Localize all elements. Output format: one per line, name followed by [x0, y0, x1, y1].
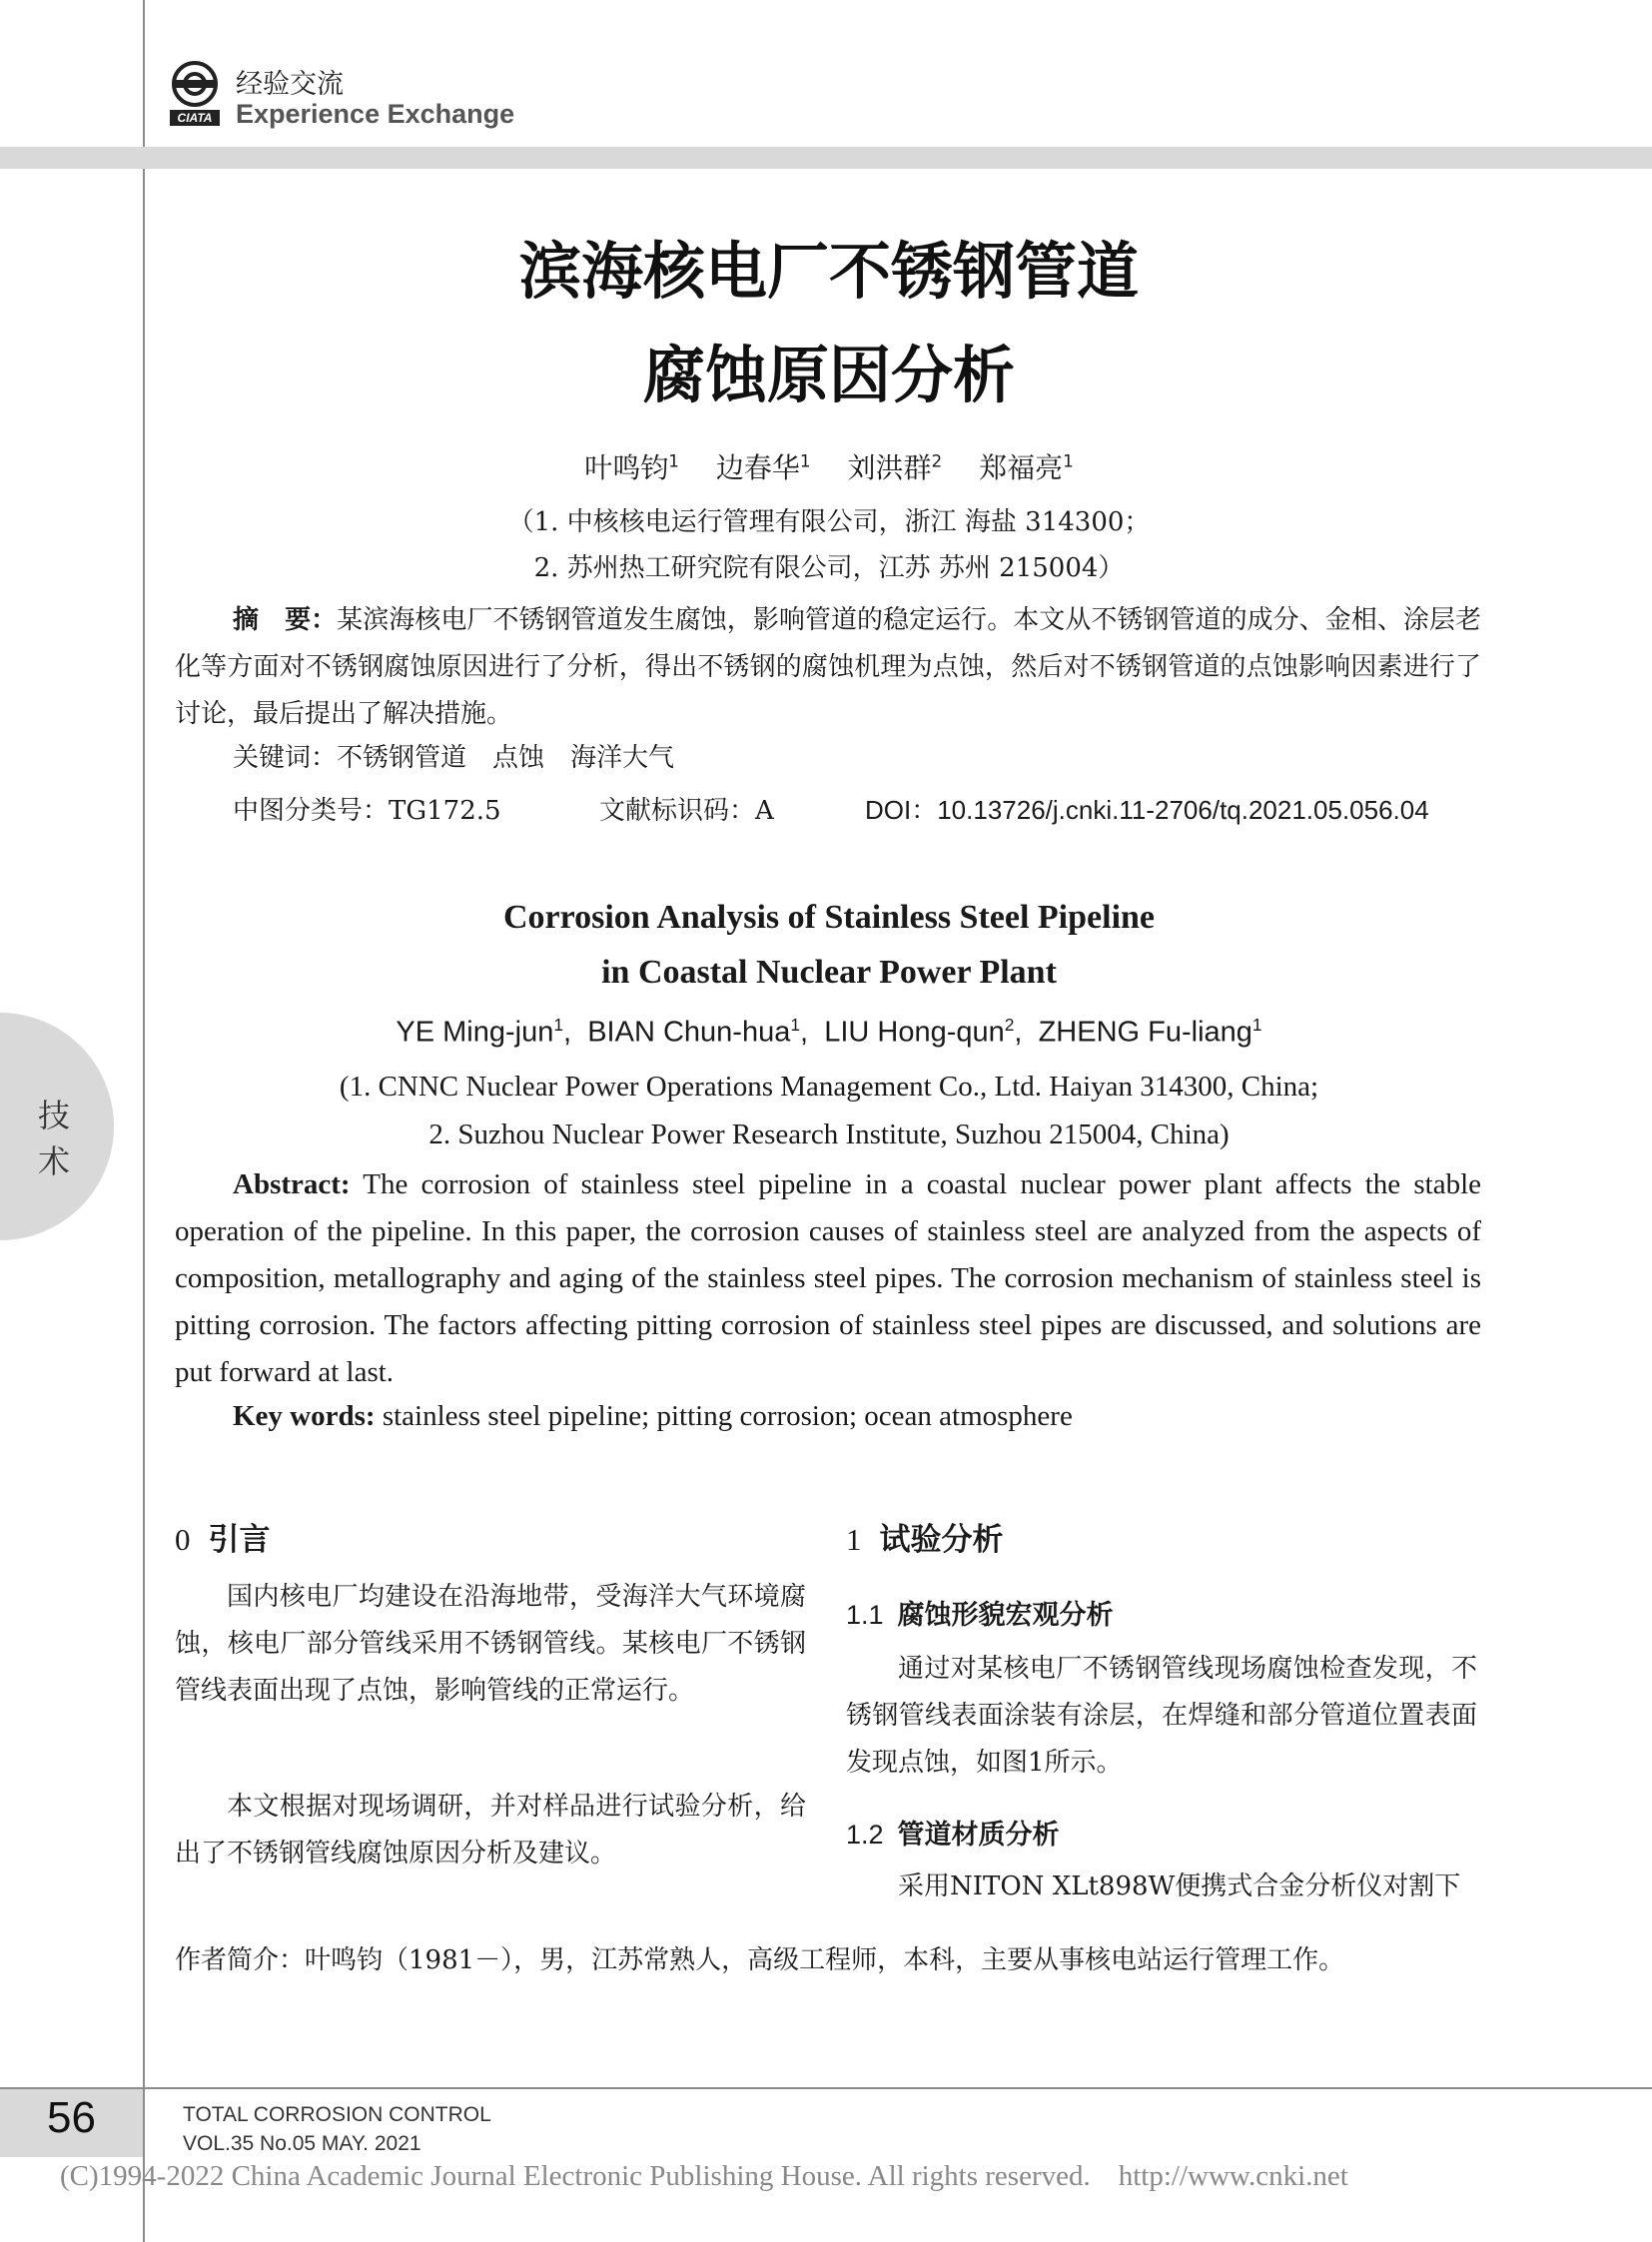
subsection-heading-1-2: 1.2 管道材质分析: [846, 1820, 1060, 1851]
author-list-cn: 叶鸣钧$^1$ 边春华$^1$ 刘洪群$^2$ 郑福亮$^1$: [584, 450, 1074, 484]
author-name: 边春华: [715, 451, 800, 484]
page-number: 56: [47, 2093, 96, 2142]
intro-paragraph-1: 国内核电厂均建设在沿海地带，受海洋大气环境腐蚀，核电厂部分管线采用不锈钢管线。某核电厂不锈钢管线表面出现了点蚀，影响管线的正常运行。: [175, 1582, 806, 1706]
author-name-en: YE Ming-jun: [396, 1016, 554, 1049]
paper-title-en-line2: in Coastal Nuclear Power Plant: [601, 954, 1057, 991]
keywords-cn-label: 关键词：: [233, 743, 338, 773]
paper-title-cn-line2: 腐蚀原因分析: [642, 339, 1015, 411]
ciata-logo-icon: [170, 60, 220, 126]
abstract-cn: [175, 597, 1481, 738]
author-name-en: ZHENG Fu-liang: [1038, 1016, 1252, 1049]
author-bio: [175, 1937, 1644, 1983]
affiliation-cn-1: （1. 中核核电运行管理有限公司，浙江 海盐 314300；: [507, 507, 1151, 537]
document-code: 文献标识码：A: [599, 796, 774, 826]
section-label-cn: 经验交流: [236, 69, 344, 100]
keywords-en-label: Key words:: [233, 1400, 376, 1432]
header-band: [0, 147, 1652, 169]
paper-title-cn-line1: 滨海核电厂不锈钢管道: [518, 235, 1139, 308]
keywords-en: [233, 1400, 1073, 1433]
paper-title-en-line1: Corrosion Analysis of Stainless Steel Pipeline: [502, 899, 1156, 936]
abstract-cn-text: 某滨海核电厂不锈钢管道发生腐蚀，影响管道的稳定运行。本文从不锈钢管道的成分、金相、涂层老化等方面对不锈钢腐蚀原因进行了分析，得出不锈钢的腐蚀机理为点蚀，然后对不锈钢管道的点蚀影响因素进行了讨论，最后提出了解决措施。: [175, 605, 1481, 729]
copyright-line: [60, 2160, 1348, 2193]
footer-rule: [0, 2087, 1652, 2089]
cnki-url[interactable]: http://www.cnki.net: [1118, 2160, 1348, 2192]
abstract-en: [175, 1161, 1481, 1396]
author-name: 郑福亮: [979, 451, 1064, 484]
classification-number: 中图分类号：TG172.5: [233, 796, 501, 826]
subsection-heading-1-1: 1.1 腐蚀形貌宏观分析: [846, 1600, 1114, 1631]
journal-name: TOTAL CORROSION CONTROL: [183, 2103, 491, 2126]
section-heading-test: 1 试验分析: [846, 1522, 1004, 1558]
side-tab-char-2: 术: [38, 1142, 71, 1180]
subsection-1-2-text: 采用NITON XLt898W便携式合金分析仪对割下: [898, 1871, 1461, 1901]
author-bio-label: 作者简介：: [175, 1945, 306, 1975]
intro-paragraph-2: 本文根据对现场调研，并对样品进行试验分析，给出了不锈钢管线腐蚀原因分析及建议。: [175, 1792, 806, 1868]
author-name: 叶鸣钧: [584, 451, 669, 484]
keywords-cn-text: 不锈钢管道 点蚀 海洋大气: [337, 743, 675, 773]
copyright-text: (C)1994-2022 China Academic Journal Electronic Publishing House. All rights reserved.: [60, 2160, 1091, 2192]
section-heading-intro: 0 引言: [175, 1522, 271, 1558]
affiliation-en-1: (1. CNNC Nuclear Power Operations Management Co., Ltd. Haiyan 314300, China;: [339, 1071, 1319, 1103]
abstract-en-text: The corrosion of stainless steel pipeline in a coastal nuclear power plant affects the stable operation of the pipeline. In this paper, the corrosion causes of stainless steel are analyzed from the aspects of composition, metallography and aging of the stainless steel pipes. The corrosion mechanism of stainless steel is pitting corrosion. The factors affecting pitting corrosion of stainless steel pipes are discussed, and solutions are put forward at last.: [175, 1168, 1481, 1388]
abstract-en-label: Abstract:: [233, 1168, 351, 1200]
doi[interactable]: DOI：10.13726/j.cnki.11-2706/tq.2021.05.056.04: [865, 795, 1429, 825]
author-name-en: LIU Hong-qun: [824, 1016, 1005, 1049]
logo-text: CIATA: [177, 111, 213, 125]
author-bio-text: 叶鸣钧（1981－），男，江苏常熟人，高级工程师，本科，主要从事核电站运行管理工作。: [305, 1945, 1345, 1975]
keywords-cn: [233, 737, 674, 774]
author-list-en: YE Ming-jun$^1$, BIAN Chun-hua$^1$, LIU Hong-qun$^2$, ZHENG Fu-liang$^1$: [396, 1015, 1262, 1049]
side-tab-char-1: 技: [38, 1097, 71, 1134]
author-name-en: BIAN Chun-hua: [587, 1016, 791, 1049]
author-name: 刘洪群: [847, 451, 932, 484]
affiliation-en-2: 2. Suzhou Nuclear Power Research Institute, Suzhou 215004, China): [428, 1119, 1230, 1150]
affiliation-cn-2: 2. 苏州热工研究院有限公司，江苏 苏州 215004）: [533, 553, 1125, 583]
abstract-cn-label: 摘 要：: [233, 605, 338, 635]
journal-issue: VOL.35 No.05 MAY. 2021: [183, 2132, 421, 2155]
keywords-en-text: stainless steel pipeline; pitting corrosion; ocean atmosphere: [382, 1400, 1073, 1432]
margin-rule: [143, 0, 145, 2242]
subsection-1-1-text: 通过对某核电厂不锈钢管线现场腐蚀检查发现，不锈钢管线表面涂装有涂层，在焊缝和部分管道位置表面发现点蚀，如图1所示。: [846, 1654, 1477, 1778]
section-label-en: Experience Exchange: [236, 99, 515, 129]
journal-info: [183, 2100, 491, 2158]
